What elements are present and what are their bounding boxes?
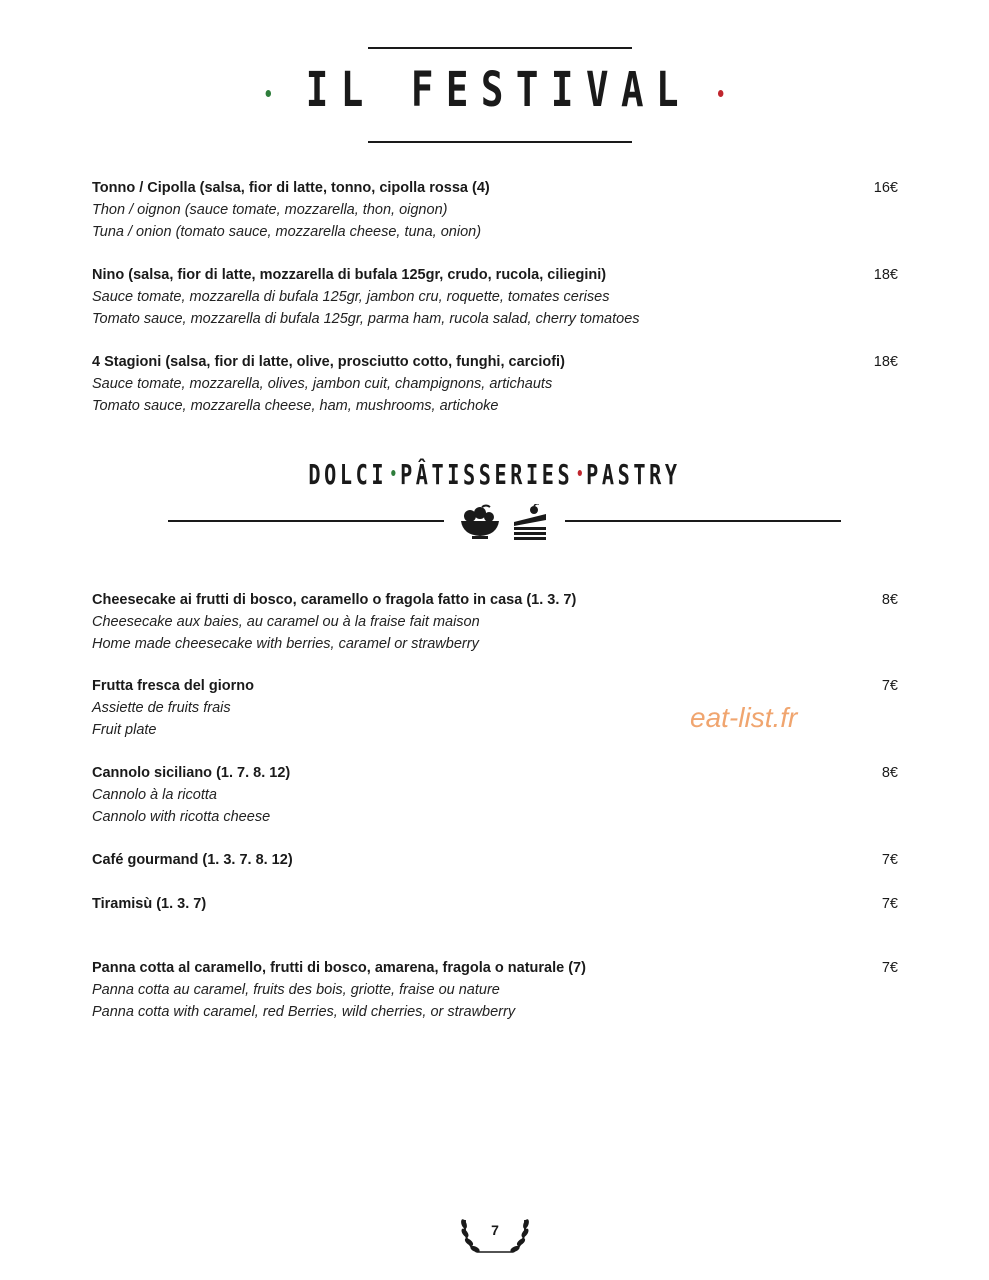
watermark: eat-list.fr <box>690 702 798 733</box>
item-desc-en: Tomato sauce, mozzarella di bufala 125gr, parma ham, rucola salad, cherry tomatoes <box>92 311 640 327</box>
item-desc-fr: Panna cotta au caramel, fruits des bois, griotte, fraise ou nature <box>92 982 500 998</box>
page-footer <box>455 1212 535 1256</box>
menu-item <box>92 177 898 243</box>
menu-item <box>92 893 898 915</box>
item-desc-fr: Assiette de fruits frais <box>92 700 231 716</box>
right-divider <box>565 520 841 522</box>
menu-item <box>92 264 898 330</box>
item-desc-fr: Cheesecake aux baies, au caramel ou à la fraise fait maison <box>92 614 480 630</box>
section-title-text: IL FESTIVAL <box>305 62 692 118</box>
item-desc-en: Home made cheesecake with berries, caramel or strawberry <box>92 636 479 652</box>
title-italian: DOLCI <box>308 458 388 491</box>
red-dot-icon <box>578 470 582 476</box>
item-price: 16€ <box>873 180 898 196</box>
item-price: 7€ <box>881 852 898 868</box>
item-name: Cannolo siciliano (1. 7. 8. 12) <box>92 765 291 781</box>
item-name: Café gourmand (1. 3. 7. 8. 12) <box>92 852 293 868</box>
title-french: PÂTISSERIES <box>400 458 574 491</box>
top-rule <box>368 47 632 49</box>
bottom-rule <box>368 141 632 143</box>
menu-item <box>92 351 898 417</box>
item-price: 7€ <box>881 678 898 694</box>
item-price: 18€ <box>873 267 898 283</box>
dessert-icons <box>458 502 554 542</box>
item-desc-en: Tomato sauce, mozzarella cheese, ham, mushrooms, artichoke <box>92 398 499 414</box>
item-name: Frutta fresca del giorno <box>92 678 254 694</box>
title-english: PASTRY <box>586 458 681 491</box>
item-name: Tiramisù (1. 3. 7) <box>92 896 207 912</box>
item-price: 18€ <box>873 354 898 370</box>
item-desc-en: Fruit plate <box>92 722 157 738</box>
item-desc-en: Cannolo with ricotta cheese <box>92 809 271 825</box>
item-price: 7€ <box>881 896 898 912</box>
menu-item <box>92 957 898 1023</box>
item-name: Nino (salsa, fior di latte, mozzarella di bufala 125gr, crudo, rucola, ciliegini) <box>92 267 607 283</box>
item-price: 7€ <box>881 960 898 976</box>
menu-item <box>92 762 898 828</box>
item-desc-en: Panna cotta with caramel, red Berries, wild cherries, or strawberry <box>92 1004 516 1020</box>
item-desc-fr: Sauce tomate, mozzarella, olives, jambon cuit, champignons, artichauts <box>92 376 553 392</box>
menu-item <box>92 849 898 871</box>
red-dot-icon <box>718 90 723 97</box>
green-dot-icon <box>391 470 395 476</box>
menu-item <box>92 589 898 655</box>
item-desc-fr: Cannolo à la ricotta <box>92 787 217 803</box>
item-name: 4 Stagioni (salsa, fior di latte, olive, prosciutto cotto, funghi, carciofi) <box>92 354 565 370</box>
item-name: Cheesecake ai frutti di bosco, caramello o fragola fatto in casa (1. 3. 7) <box>92 592 577 608</box>
cake-slice-icon <box>510 504 550 540</box>
item-price: 8€ <box>881 765 898 781</box>
item-name: Panna cotta al caramello, frutti di bosco, amarena, fragola o naturale (7) <box>92 960 586 976</box>
green-dot-icon <box>265 90 270 97</box>
item-desc-fr: Sauce tomate, mozzarella di bufala 125gr, jambon cru, roquette, tomates cerises <box>92 289 610 305</box>
item-price: 8€ <box>881 592 898 608</box>
fruit-bowl-icon <box>458 504 502 540</box>
item-desc-en: Tuna / onion (tomato sauce, mozzarella cheese, tuna, onion) <box>92 224 482 240</box>
item-desc-fr: Thon / oignon (sauce tomate, mozzarella, thon, oignon) <box>92 202 448 218</box>
section-title-festival <box>109 62 880 118</box>
left-divider <box>168 520 444 522</box>
item-name: Tonno / Cipolla (salsa, fior di latte, tonno, cipolla rossa (4) <box>92 180 490 196</box>
page-number: 7 <box>491 1222 499 1238</box>
section-title-desserts <box>138 458 850 491</box>
